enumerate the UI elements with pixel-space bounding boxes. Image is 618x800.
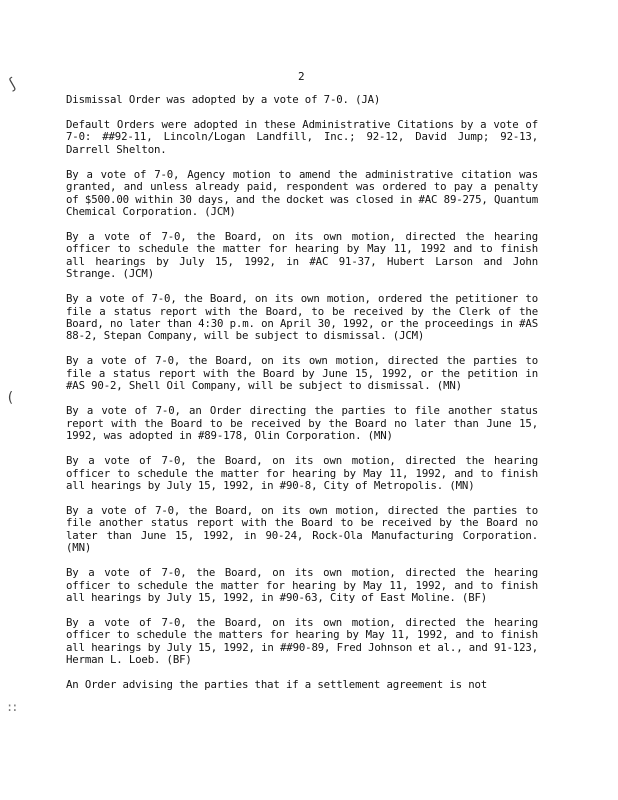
paragraph: By a vote of 7-0, the Board, on its own motion, directed the hearing officer to schedule the matter for hearing by May 11, 1992 and to finish all hearings by July 15, 1992, in #AC 91-37, Hubert Larson and John Strange. (JCM) [66,230,538,281]
margin-mark-bottom: :: [6,700,17,714]
margin-mark-top: ʃ [4,74,20,94]
page-number: 2 [298,70,305,83]
paragraph: By a vote of 7-0, an Order directing the parties to file another status report with the Board to be received by the Board no later than June 15, 1992, was adopted in #89-178, Olin Corporation. (MN) [66,404,538,443]
document-body [66,94,538,704]
paragraph: By a vote of 7-0, the Board, on its own motion, directed the parties to file another status report with the Board to be received by the Board no later than June 15, 1992, in 90-24, Rock-Ola Manufacturing Corporation. (MN) [66,503,538,555]
paragraph: By a vote of 7-0, the Board, on its own motion, directed the hearing officer to schedule the matter for hearing by May 11, 1992, and to finish all hearings by July 15, 1992, in #90-63, City of East Moline. (BF) [66,566,538,604]
paragraph: Dismissal Order was adopted by a vote of 7-0. (JA) [66,93,381,106]
paragraph: By a vote of 7-0, the Board, on its own motion, directed the parties to file a status report with the Board by June 15, 1992, or the petition in #AS 90-2, Shell Oil Company, will be subject to dismissal. (MN) [66,354,538,393]
paragraph: By a vote of 7-0, the Board, on its own motion, directed the hearing officer to schedule the matter for hearing by May 11, 1992, and to finish all hearings by July 15, 1992, in #90-8, City of Metropolis. (MN) [66,454,538,492]
paragraph: An Order advising the parties that if a settlement agreement is not [66,678,488,692]
margin-mark-middle: ( [6,390,15,406]
paragraph: Default Orders were adopted in these Administrative Citations by a vote of 7-0: ##92-11, Lincoln/Logan Landfill, Inc.; 92-12, David Jump; 92-13, Darrell Shelton. [66,118,538,156]
paragraph: By a vote of 7-0, the Board, on its own motion, directed the hearing officer to schedule the matters for hearing by May 11, 1992, and to finish all hearings by July 15, 1992, in ##90-89, Fred Johnson et al., and 91-123, Herman L. Loeb. (BF) [66,615,538,667]
paragraph: By a vote of 7-0, the Board, on its own motion, ordered the petitioner to file a status report with the Board, to be received by the Clerk of the Board, no later than 4:30 p.m. on April 30, 1992, or the proceedings in #AS 88-2, Stepan Company, will be subject to dismissal. (JCM) [66,292,538,343]
paragraph: By a vote of 7-0, Agency motion to amend the administrative citation was granted, and unless already paid, respondent was ordered to pay a penalty of $500.00 within 30 days, and the docket was closed in #AC 89-275, Quantum Chemical Corporation. (JCM) [66,167,538,219]
